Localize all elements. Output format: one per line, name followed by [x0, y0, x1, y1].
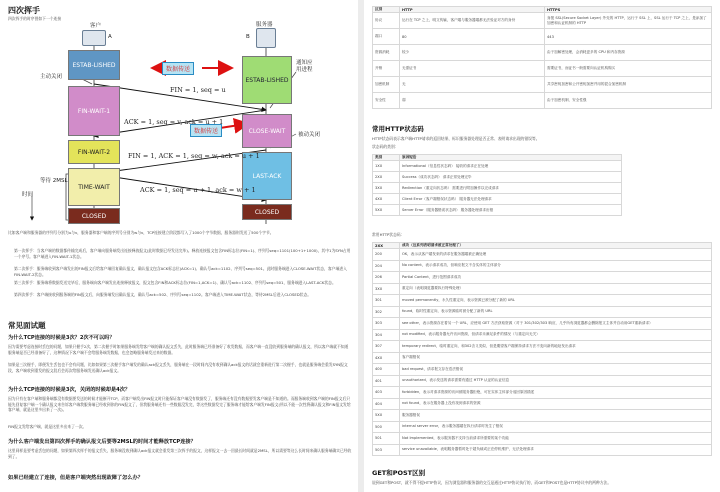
table-cell: Success（成功状态码） 请求正常处理完毕: [400, 172, 622, 183]
section-subtitle: 四次挥手的时序图如下一个连接: [8, 16, 62, 21]
server-state-closed: CLOSED: [242, 204, 292, 220]
table-cell: 客户端错误: [400, 352, 712, 364]
table-cell: 开销: [373, 61, 400, 77]
table-cell: 1XX: [373, 161, 400, 172]
label-a: A: [108, 34, 112, 40]
wait-2msl-label: 等待 2MSL: [40, 178, 68, 184]
table-row: [373, 194, 622, 205]
table-row: [373, 172, 622, 183]
status-code-table: [372, 242, 712, 456]
client-state-fin-wait-2: FIN-WAIT-2: [68, 140, 120, 164]
table-cell: 304: [373, 329, 400, 341]
table-cell: not modified，表示服务器允许访问资源，但请求未满足条件的情况（与重定向无关）: [400, 329, 712, 341]
table-cell: 302: [373, 306, 400, 318]
table-cell: 运行在 TCP 之上，明文传输，客户端与服务器端都无法验证对方的身份: [400, 13, 545, 29]
server-state-last-ack: LAST-ACK: [242, 152, 292, 200]
table-cell: 303: [373, 318, 400, 330]
msg-ack: ACK = 1, seq = v, ack = u + 1: [124, 118, 224, 126]
get-post-intro: 说到GET和POST，就不得不提HTTP协议，因为浏览器和服务器的交互是通过HTTP协议执行的，而GET和POST也是HTTP协议中的两种方法。: [372, 480, 612, 485]
table-row: [373, 61, 712, 77]
question-4: 如果已经建立了连接，但是客户端突然出现故障了怎么办？: [8, 475, 143, 481]
answer-2: 因为只有在客户端和服务端都没有数据要发送的时候才能断开TCP。而客户端发出FIN报文时只能保证客户端没有数据发了，服务端还有没有数据要发客户端是不知道的。而服务端收到客户端的FIN报文后只能先回复客户端一个确认报文来告诉客户端我服务端已经收到你的FIN报文了，但我服务端还有一些数据没发完，等这些数据发完了服务端才能给客户端发FIN报文(所以不能一次性将确认报文和FIN报文发给客户端，就是这里多出来了一次)。: [8, 396, 351, 413]
active-close-label: 主动关闭: [40, 74, 63, 80]
table-cell: found，临时性重定向，表示资源临时被分配了新的 URL: [400, 306, 712, 318]
client-state-established: ESTAB-LISHED: [68, 50, 120, 80]
table-cell: 较少: [400, 45, 545, 61]
table-cell: 资源消耗: [373, 45, 400, 61]
status-codes-title: 常用HTTP状态码: [372, 125, 424, 133]
table-cell: 80: [400, 29, 545, 45]
answer-1b: 如果是三次握手，即便发生丢包也不会有问题，比如如果第三次握手客户端发的确认ack报文丢失，服务端在一段时间内没有收到确认ack报文的话就会重新进行第二次握手，也就是服务端会重发SYN报文段，客户端收到重发的报文段后会再次给服务端发送确认ack报文。: [8, 362, 348, 373]
http-https-compare-table: [372, 6, 712, 109]
table-cell: Client Error（客户端错误状态码） 服务器无法处理请求: [400, 194, 622, 205]
table-cell: 端口: [373, 29, 400, 45]
table-cell: 307: [373, 341, 400, 353]
table-row: [373, 352, 712, 364]
status-class-table: [372, 154, 622, 216]
table-row: [373, 306, 712, 318]
table-cell: 5XX: [373, 410, 400, 422]
table-row: [373, 364, 712, 376]
answer-3: 这里同样是要考虑丢包的问题，如果第四次挥手的报文丢失，服务端没收到确认ack报文就会重发第三次挥手的报文，这样报文一去一回最长时间就是2MSL，所以需要等这么长时间来确认服务端确实已经收到了。: [8, 448, 352, 459]
bullet-3: 第三次挥手：服务端将数据发送完毕后，服务端向客户端发出连接释放报文，报文包含FIN和ACK标志位(FIN=1,ACK=1)、确认号ack=1102、序列号seq=501，服务端进入LAST-ACK状态。: [14, 280, 336, 285]
table-cell: 500: [373, 421, 400, 433]
table-row: [373, 318, 712, 330]
table-cell: 无需证书: [400, 61, 545, 77]
table-cell: not found，表示在服务器上没有找到请求的资源: [400, 398, 712, 410]
table-row: [373, 375, 712, 387]
table-row: [373, 183, 622, 194]
table-header-cell: HTTPS: [545, 7, 712, 13]
table-cell: 重定向（表明浏览器要执行特殊处理）: [400, 283, 712, 295]
table-cell: Not Implemented，表示服务器不支持当前请求所需要的某个功能: [400, 433, 712, 445]
table-cell: unauthorized，表示发送的请求需要有通过 HTTP 认证的认证信息: [400, 375, 712, 387]
table-row: [373, 161, 622, 172]
table-row: [373, 387, 712, 399]
label-b: B: [246, 34, 250, 40]
table-cell: temporary redirect，临时重定向，和302含义类似，但是期望客户端保持请求方法不变向新的地址发出请求: [400, 341, 712, 353]
table-cell: 400: [373, 364, 400, 376]
table-cell: 503: [373, 444, 400, 456]
table-row: [373, 410, 712, 422]
table-row: [373, 272, 712, 284]
table-row: [373, 93, 712, 109]
table-cell: 204: [373, 260, 400, 272]
table-cell: 4XX: [373, 352, 400, 364]
table-cell: 2XX: [373, 172, 400, 183]
table-row: [373, 77, 712, 93]
bullet-1: 第一次挥手：当客户端的数据都传输完成后，客户端向服务端发出连接释放报文(此时数据已经发送完毕)。释放连接报文包含FIN标志位(FIN=1)、序列号seq=1101(100+1+1000)，其中1为SYN占用一个序号。客户端进入FIN-WAIT-1状态。: [14, 248, 351, 259]
section-title: 四次挥手: [8, 6, 40, 15]
table-cell: 共享密钥加密和公开密钥加密并用的混合加密机制: [545, 77, 712, 93]
data-transfer-tag-2: 数据传送: [190, 124, 222, 137]
table-row: [373, 329, 712, 341]
table-cell: see other，表示资源存在着另一个 URL，应使用 GET 方法获取资源（对于 301/302/303 响应，几乎所有浏览器都会删除报文主体并自动用GET重新请求）: [400, 318, 712, 330]
table-cell: 501: [373, 433, 400, 445]
table-header-cell: 2XX: [373, 243, 400, 249]
table-row: [373, 341, 712, 353]
table-cell: 由于加密机制，安全性强: [545, 93, 712, 109]
table-row: [373, 295, 712, 307]
table-cell: 服务器错误: [400, 410, 712, 422]
msg-final-ack: ACK = 1, seq = u + 1, ack = w + 1: [140, 186, 256, 194]
faq-heading: 常见面试题: [8, 321, 46, 330]
table-cell: service unavailable，表明服务器暂时处于超负载或正在停机维护，无法处理请求: [400, 444, 712, 456]
table-cell: OK，表示从客户端发来的请求在服务器端被正确处理: [400, 249, 712, 261]
get-post-title: GET和POST区别: [372, 469, 426, 477]
passive-close-label: 被动关闭: [298, 132, 321, 138]
bullet-2: 第二次挥手：服务端收到客户端发出的FIN报文后给客户端回复确认报文，确认报文包含ACK标志位(ACK=1)、确认号ack=1102、序列号seq=501。此时服务端进入CLOSE-WAIT状态，客户端进入FIN-WAIT-2状态。: [14, 266, 347, 277]
table-row: [373, 13, 712, 29]
table-header-cell: 区别: [373, 7, 400, 13]
client-state-closed: CLOSED: [68, 208, 120, 224]
table-cell: Informational（信息性状态码） 接收的请求正在处理: [400, 161, 622, 172]
table-row: [373, 29, 712, 45]
table-cell: 301: [373, 295, 400, 307]
table-cell: 协议: [373, 13, 400, 29]
table-header-cell: 成功（这系列表明请求被正常处理了）: [400, 243, 712, 249]
table-cell: 无: [400, 77, 545, 93]
common-codes-title: 常用HTTP状态码：: [372, 232, 405, 237]
table-row: [373, 283, 712, 295]
table-row: [373, 45, 712, 61]
table-cell: Server Error（服务器错误状态码） 服务器处理请求出错: [400, 205, 622, 216]
client-label: 客户: [90, 23, 102, 29]
status-intro-2: 状态码的类别：: [372, 144, 399, 149]
answer-2b: FIN报文发给客户端，就是这里多出来了一次。: [8, 424, 87, 429]
data-transfer-tag-1: 数据传送: [162, 62, 194, 75]
question-1: 为什么TCP连接的时候是3次？2次不可以吗？: [8, 335, 115, 341]
table-cell: 由于加解密处理，会消耗更多的 CPU 和内存资源: [545, 45, 712, 61]
server-state-established: ESTAB-LISHED: [242, 56, 292, 104]
table-cell: 需要证书，而证书一般需要向认证机构购买: [545, 61, 712, 77]
table-row: [373, 205, 622, 216]
server-state-close-wait: CLOSE-WAIT: [242, 114, 292, 148]
table-cell: Redirection（重定向状态码） 需要进行附加操作以完成请求: [400, 183, 622, 194]
table-cell: 443: [545, 29, 712, 45]
server-label: 服务器: [256, 22, 273, 28]
four-way-handshake-diagram: [20, 24, 340, 226]
table-cell: 身披 SSL(Secure Socket Layer) 外壳的 HTTP，运行于 SSL 上，SSL 运行于 TCP 之上，是添加了加密和认证机制的 HTTP: [545, 13, 712, 29]
table-row: [373, 444, 712, 456]
table-row: [373, 249, 712, 261]
bullet-4: 第四次挥手：客户端接收到服务端的FIN报文后，向服务端发出确认报文，确认号ack=502、序列号seq=1102。客户端进入TIME-WAIT状态，等待2MSL后进入CLOSED状态。: [14, 292, 312, 297]
table-cell: moved permanently，永久性重定向，表示资源已被分配了新的 URL: [400, 295, 712, 307]
msg-fin-ack: FIN = 1, ACK = 1, seq = w, ack = u + 1: [128, 152, 260, 160]
table-cell: 3XX: [373, 183, 400, 194]
table-cell: Partial Content，进行范围请求成功: [400, 272, 712, 284]
table-cell: 4XX: [373, 194, 400, 205]
client-computer-icon: [82, 30, 106, 46]
notify-app-label: 通知应用进程: [296, 60, 313, 73]
table-header-cell: 原因短语: [400, 155, 622, 161]
table-cell: 200: [373, 249, 400, 261]
table-cell: 加密机制: [373, 77, 400, 93]
server-computer-icon: [256, 28, 276, 48]
table-cell: 404: [373, 398, 400, 410]
question-3: 为什么客户端发出第四次挥手的确认报文后要等2MSL的时间才能释放TCP连接？: [8, 439, 196, 445]
table-row: [373, 421, 712, 433]
table-cell: forbidden，表示对请求资源的访问被服务器拒绝，可在实体主体部分返回原因描述: [400, 387, 712, 399]
left-page: [0, 0, 358, 492]
table-cell: 安全性: [373, 93, 400, 109]
table-row: [373, 260, 712, 272]
table-header-cell: HTTP: [400, 7, 545, 13]
table-row: [373, 433, 712, 445]
table-cell: internal server error，表示服务器端在执行请求时发生了错误: [400, 421, 712, 433]
table-cell: No content，表示请求成功，但响应报文不含实体的主体部分: [400, 260, 712, 272]
answer-1: 因为需要考虑连接时丢包的问题，如果只握手2次，第二次握手时如果服务端发给客户端的确认报文丢失，此时服务端已经准备好了收发数据，而客户端一直没收到服务端的确认报文，所以客户端就不知道服务端是否已经准备好了，这种情况下客户端不会给服务端发数据，也会忽略服务端发过来的数据。: [8, 344, 349, 355]
table-cell: 403: [373, 387, 400, 399]
table-cell: 5XX: [373, 205, 400, 216]
question-2: 为什么TCP连接的时候是3次，关闭的时候却是4次？: [8, 387, 131, 393]
table-header-cell: 类别: [373, 155, 400, 161]
table-cell: 3XX: [373, 283, 400, 295]
table-cell: 206: [373, 272, 400, 284]
intro-paragraph: 比如客户端和服务器的序列号分别为u与v，服务器和客户端的序列号分别为w与v，TCP连接建立阶段都写入了1000个字节数据，服务器则发送了500个字节。: [8, 230, 274, 235]
client-state-time-wait: TIME-WAIT: [68, 168, 120, 206]
client-state-fin-wait-1: FIN-WAIT-1: [68, 86, 120, 136]
table-cell: 弱: [400, 93, 545, 109]
table-row: [373, 398, 712, 410]
status-intro: HTTP状态码表示客户端HTTP请求的返回结果、标识服务器处理是否正常、表明请求出现的错误等。: [372, 136, 540, 141]
time-axis-label: 时间: [22, 192, 34, 198]
table-cell: 401: [373, 375, 400, 387]
right-page: [364, 0, 720, 492]
msg-fin: FIN = 1, seq = u: [170, 86, 226, 94]
table-cell: bad request，请求报文存在语法错误: [400, 364, 712, 376]
